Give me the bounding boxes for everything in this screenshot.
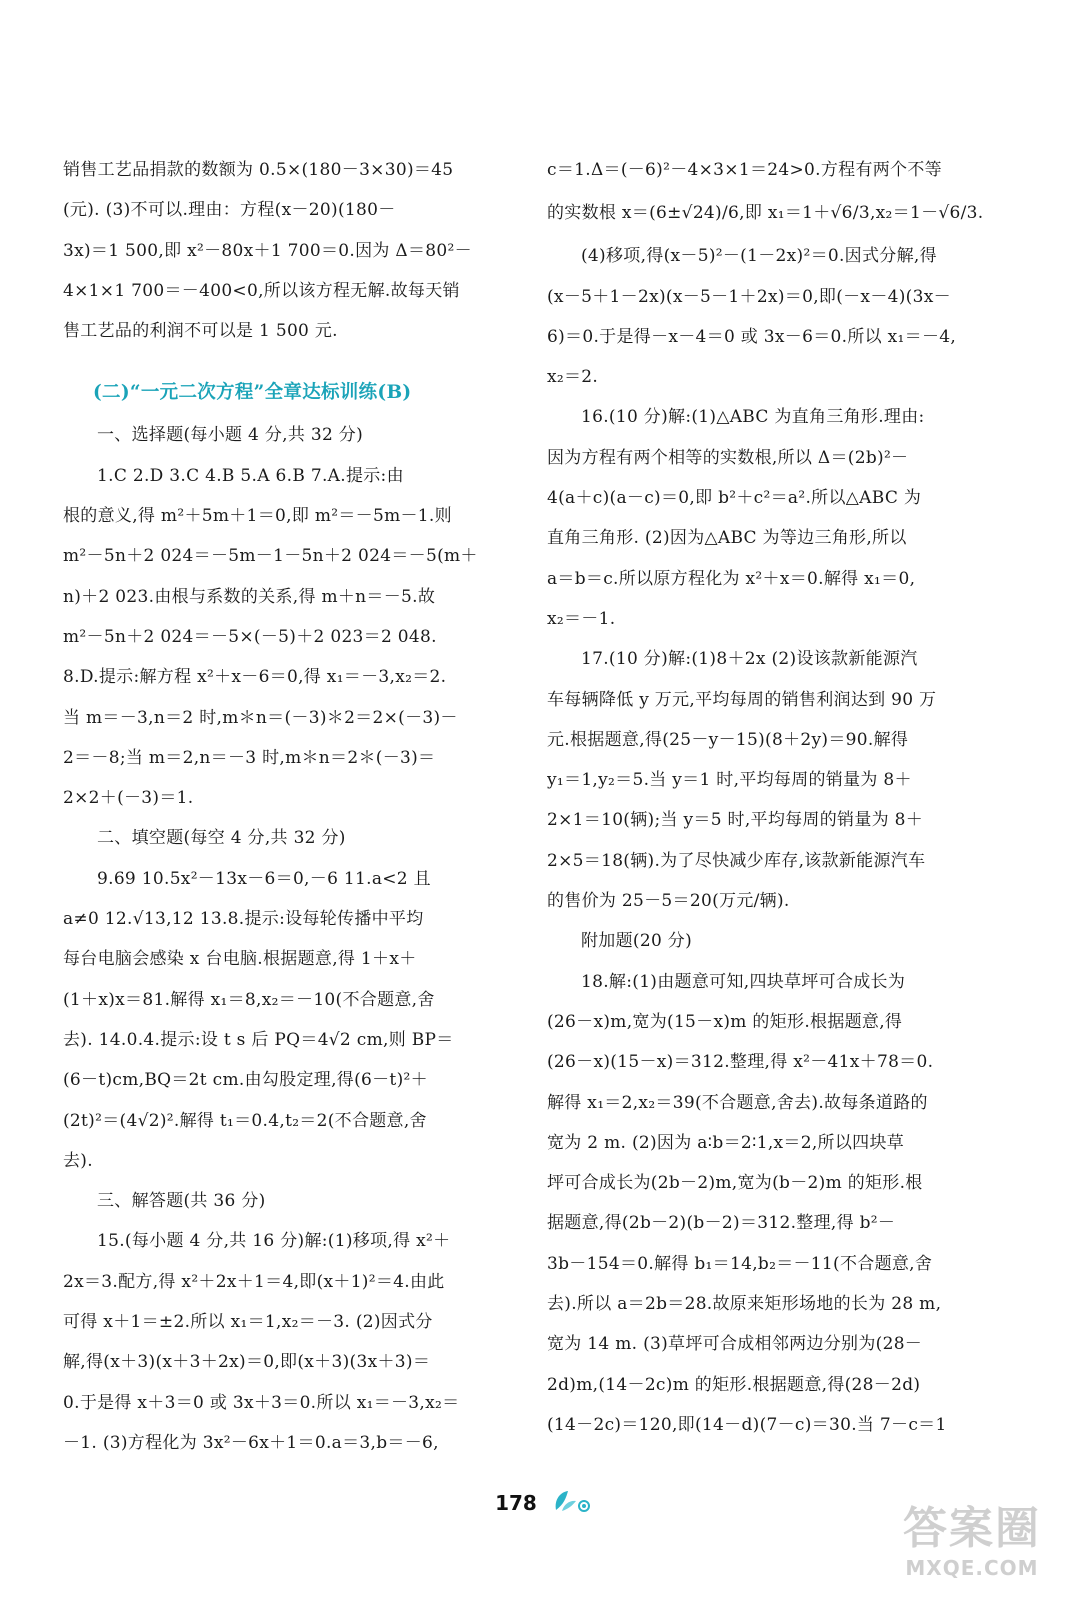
text-line: (2t)²＝(4√2)².解得 t₁＝0.4,t₂＝2(不合题意,舍 — [63, 1110, 427, 1131]
section-title: (二)“一元二次方程”全章达标训练(B) — [93, 382, 412, 404]
text-line: 2d)m,(14－2c)m 的矩形.根据题意,得(28－2d) — [547, 1374, 921, 1395]
text-line: 4×1×1 700＝－400<0,所以该方程无解.故每天销 — [63, 280, 460, 301]
text-line: 17.(10 分)解:(1)8＋2x (2)设该款新能源汽 — [581, 649, 918, 670]
text-line: 0.于是得 x＋3＝0 或 3x＋3＝0.所以 x₁＝－3,x₂＝ — [63, 1392, 460, 1413]
text-line: 4(a＋c)(a－c)＝0,即 b²＋c²＝a².所以△ABC 为 — [547, 488, 922, 509]
text-line: －1. (3)方程化为 3x²－6x＋1＝0.a＝3,b＝－6, — [63, 1432, 439, 1453]
watermark-logo — [877, 1492, 1067, 1580]
text-line: 每台电脑会感染 x 台电脑.根据题意,得 1＋x＋ — [63, 949, 417, 970]
bonus-heading: 附加题(20 分) — [581, 931, 692, 952]
part2-heading: 二、填空题(每空 4 分,共 32 分) — [97, 828, 346, 849]
text-line: 去).所以 a＝2b＝28.故原来矩形场地的长为 28 m, — [547, 1294, 942, 1315]
text-line: 当 m＝－3,n＝2 时,m＊n＝(－3)＊2＝2×(－3)－ — [63, 707, 458, 728]
text-line: 解,得(x＋3)(x＋3＋2x)＝0,即(x＋3)(3x＋3)＝ — [63, 1352, 431, 1373]
text-line: y₁＝1,y₂＝5.当 y＝1 时,平均每周的销量为 8＋ — [547, 770, 912, 791]
text-line: 可得 x＋1＝±2.所以 x₁＝1,x₂＝－3. (2)因式分 — [63, 1312, 433, 1333]
text-line: (元). (3)不可以.理由：方程(x－20)(180－ — [63, 200, 396, 221]
page-number: 178 — [495, 1491, 537, 1515]
text-line: 销售工艺品捐款的数额为 0.5×(180－3×30)＝45 — [63, 160, 454, 180]
watermark-url: MXQE.COM — [905, 1556, 1039, 1580]
text-line: (x－5＋1－2x)(x－5－1＋2x)＝0,即(－x－4)(3x－ — [547, 286, 951, 307]
text-line: 6)＝0.于是得－x－4＝0 或 3x－6＝0.所以 x₁＝－4, — [547, 326, 957, 347]
text-line: 3b－154＝0.解得 b₁＝14,b₂＝－11(不合题意,舍 — [547, 1253, 933, 1274]
text-line: 2×5＝18(辆).为了尽快减少库存,该款新能源汽车 — [547, 850, 926, 871]
left-column — [63, 150, 503, 1463]
text-line: 坪可合成长为(2b－2)m,宽为(b－2)m 的矩形.根 — [547, 1173, 923, 1194]
leaf-swirl-icon — [552, 1488, 592, 1518]
text-line: 的售价为 25－5＝20(万元/辆). — [547, 891, 790, 912]
text-line: (4)移项,得(x－5)²－(1－2x)²＝0.因式分解,得 — [581, 246, 937, 267]
text-line: 1.C 2.D 3.C 4.B 5.A 6.B 7.A.提示:由 — [97, 465, 404, 486]
text-line: 16.(10 分)解:(1)△ABC 为直角三角形.理由: — [581, 407, 925, 428]
text-line: x₂＝2. — [547, 367, 599, 388]
text-line: a≠0 12.√13,12 13.8.提示:设每轮传播中平均 — [63, 909, 424, 930]
right-column — [547, 150, 987, 1445]
text-line: 2×2＋(－3)＝1. — [63, 788, 194, 809]
text-line: m²－5n＋2 024＝－5×(－5)＋2 023＝2 048. — [63, 626, 437, 647]
text-line: 2x＝3.配方,得 x²＋2x＋1＝4,即(x＋1)²＝4.由此 — [63, 1271, 445, 1292]
text-line: 宽为 14 m. (3)草坪可合成相邻两边分别为(28－ — [547, 1334, 923, 1355]
text-line: 2×1＝10(辆);当 y＝5 时,平均每周的销量为 8＋ — [547, 810, 924, 831]
text-line: 据题意,得(2b－2)(b－2)＝312.整理,得 b²－ — [547, 1213, 896, 1234]
text-line: m²－5n＋2 024＝－5m－1－5n＋2 024＝－5(m＋ — [63, 546, 478, 567]
text-line: 直角三角形. (2)因为△ABC 为等边三角形,所以 — [547, 528, 907, 549]
text-line: 售工艺品的利润不可以是 1 500 元. — [63, 321, 338, 342]
text-line: 宽为 2 m. (2)因为 a∶b＝2∶1,x＝2,所以四块草 — [547, 1132, 905, 1153]
text-line: 因为方程有两个相等的实数根,所以 Δ＝(2b)²－ — [547, 447, 909, 468]
text-line: n)＋2 023.由根与系数的关系,得 m＋n＝－5.故 — [63, 586, 436, 607]
text-line: 根的意义,得 m²＋5m＋1＝0,即 m²＝－5m－1.则 — [63, 506, 452, 527]
text-line: (26－x)(15－x)＝312.整理,得 x²－41x＋78＝0. — [547, 1052, 934, 1073]
text-line: 3x)＝1 500,即 x²－80x＋1 700＝0.因为 Δ＝80²－ — [63, 240, 472, 261]
text-line: (6－t)cm,BQ＝2t cm.由勾股定理,得(6－t)²＋ — [63, 1070, 428, 1091]
text-line: 的实数根 x＝(6±√24)/6,即 x₁＝1＋√6/3,x₂＝1－√6/3. — [547, 203, 984, 224]
text-line: (26－x)m,宽为(15－x)m 的矩形.根据题意,得 — [547, 1011, 903, 1032]
text-line: 9.69 10.5x²－13x－6＝0,－6 11.a<2 且 — [97, 868, 431, 889]
part1-heading: 一、选择题(每小题 4 分,共 32 分) — [97, 425, 364, 446]
text-line: c＝1.Δ＝(－6)²－4×3×1＝24>0.方程有两个不等 — [547, 160, 942, 180]
text-line: (1＋x)x＝81.解得 x₁＝8,x₂＝－10(不合题意,舍 — [63, 989, 435, 1010]
text-line: 车每辆降低 y 万元,平均每周的销售利润达到 90 万 — [547, 689, 937, 710]
text-line: 去). — [63, 1150, 93, 1171]
text-line: a＝b＝c.所以原方程化为 x²＋x＝0.解得 x₁＝0, — [547, 568, 916, 589]
part3-heading: 三、解答题(共 36 分) — [97, 1191, 266, 1212]
text-line: 18.解:(1)由题意可知,四块草坪可合成长为 — [581, 971, 906, 992]
spacer — [63, 351, 503, 371]
text-line: 去). 14.0.4.提示:设 t s 后 PQ＝4√2 cm,则 BP＝ — [63, 1029, 454, 1050]
text-line: 8.D.提示:解方程 x²＋x－6＝0,得 x₁＝－3,x₂＝2. — [63, 667, 447, 688]
text-line: 2＝－8;当 m＝2,n＝－3 时,m＊n＝2＊(－3)＝ — [63, 747, 436, 768]
text-line: 元.根据题意,得(25－y－15)(8＋2y)＝90.解得 — [547, 729, 909, 750]
text-line: (14－2c)＝120,即(14－d)(7－c)＝30.当 7－c＝1 — [547, 1414, 947, 1435]
watermark-text: 答案圈 — [903, 1503, 1041, 1554]
text-line: 15.(每小题 4 分,共 16 分)解:(1)移项,得 x²＋ — [97, 1231, 451, 1252]
text-line: x₂＝－1. — [547, 608, 616, 629]
text-line: 解得 x₁＝2,x₂＝39(不合题意,舍去).故每条道路的 — [547, 1092, 928, 1113]
